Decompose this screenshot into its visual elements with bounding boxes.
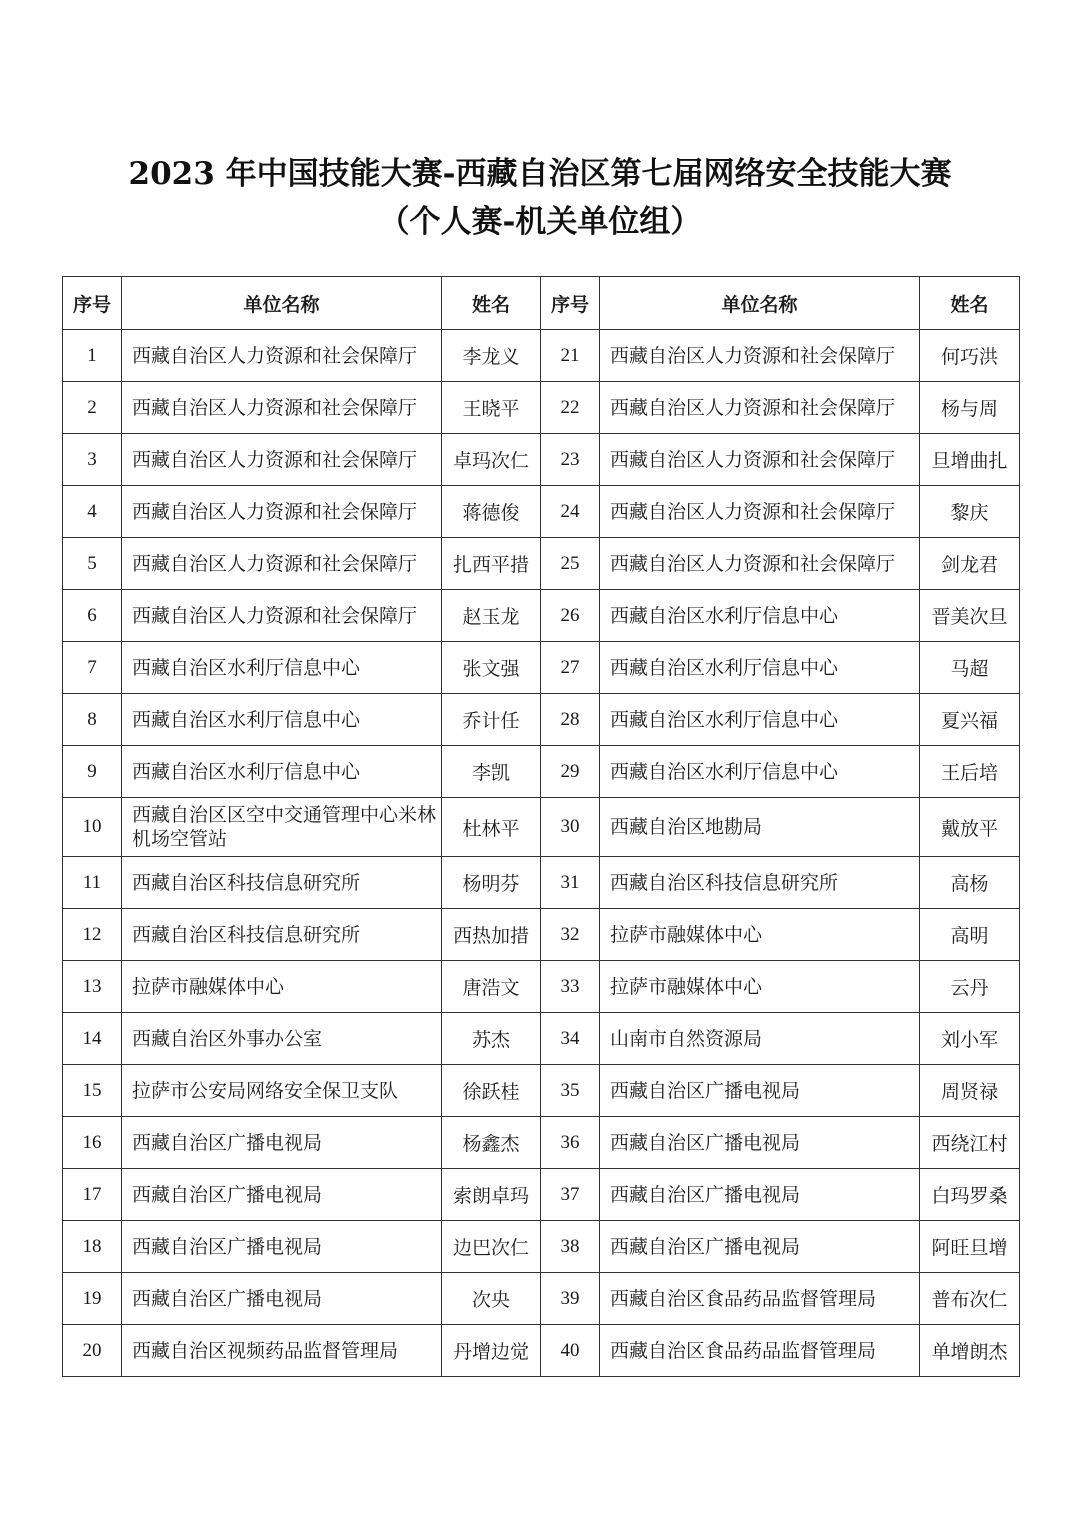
cell-unit-left: 西藏自治区科技信息研究所 [122,909,442,961]
cell-unit-right: 西藏自治区科技信息研究所 [600,857,920,909]
cell-unit-right: 拉萨市融媒体中心 [600,961,920,1013]
cell-seq-right: 29 [541,746,600,798]
cell-name-right: 杨与周 [920,382,1020,434]
cell-seq-left: 10 [63,798,122,857]
header-unit-left: 单位名称 [122,277,442,330]
table-body [63,330,1020,1377]
cell-unit-left: 西藏自治区广播电视局 [122,1117,442,1169]
cell-name-left: 张文强 [442,642,541,694]
cell-unit-left: 西藏自治区人力资源和社会保障厅 [122,486,442,538]
cell-seq-left: 7 [63,642,122,694]
cell-name-right: 戴放平 [920,798,1020,857]
cell-seq-left: 2 [63,382,122,434]
cell-unit-right: 西藏自治区水利厅信息中心 [600,642,920,694]
cell-seq-right: 32 [541,909,600,961]
table-row [63,538,1020,590]
cell-seq-right: 38 [541,1221,600,1273]
cell-unit-left: 拉萨市融媒体中心 [122,961,442,1013]
cell-unit-left: 西藏自治区视频药品监督管理局 [122,1325,442,1377]
table-row [63,1325,1020,1377]
cell-unit-right: 西藏自治区广播电视局 [600,1169,920,1221]
cell-name-left: 丹增边觉 [442,1325,541,1377]
cell-seq-left: 9 [63,746,122,798]
table-row [63,1169,1020,1221]
header-name-right: 姓名 [920,277,1020,330]
cell-name-left: 李龙义 [442,330,541,382]
cell-seq-right: 39 [541,1273,600,1325]
cell-name-left: 唐浩文 [442,961,541,1013]
cell-seq-left: 3 [63,434,122,486]
table-row [63,746,1020,798]
cell-seq-right: 28 [541,694,600,746]
table-row [63,1117,1020,1169]
cell-seq-left: 11 [63,857,122,909]
cell-unit-left: 西藏自治区人力资源和社会保障厅 [122,382,442,434]
table-row [63,1013,1020,1065]
cell-name-right: 西绕江村 [920,1117,1020,1169]
cell-name-right: 高明 [920,909,1020,961]
cell-unit-left: 西藏自治区广播电视局 [122,1273,442,1325]
title-line-1: 2023 年中国技能大赛-西藏自治区第七届网络安全技能大赛 [128,156,952,192]
table-header-row [63,277,1020,330]
cell-unit-right: 西藏自治区食品药品监督管理局 [600,1273,920,1325]
cell-seq-right: 30 [541,798,600,857]
cell-seq-right: 25 [541,538,600,590]
cell-seq-left: 5 [63,538,122,590]
cell-name-right: 马超 [920,642,1020,694]
cell-name-left: 扎西平措 [442,538,541,590]
cell-unit-left: 西藏自治区人力资源和社会保障厅 [122,330,442,382]
cell-unit-left: 西藏自治区水利厅信息中心 [122,746,442,798]
cell-unit-left: 拉萨市公安局网络安全保卫支队 [122,1065,442,1117]
header-unit-right: 单位名称 [600,277,920,330]
cell-name-right: 白玛罗桑 [920,1169,1020,1221]
cell-seq-right: 36 [541,1117,600,1169]
cell-seq-right: 33 [541,961,600,1013]
cell-name-right: 周贤禄 [920,1065,1020,1117]
cell-unit-right: 西藏自治区水利厅信息中心 [600,590,920,642]
title-line-2: （个人赛-机关单位组） [378,204,702,240]
cell-seq-right: 23 [541,434,600,486]
cell-seq-left: 16 [63,1117,122,1169]
document-title [0,150,1080,246]
header-seq-left: 序号 [63,277,122,330]
cell-unit-right: 西藏自治区人力资源和社会保障厅 [600,434,920,486]
cell-unit-right: 西藏自治区地勘局 [600,798,920,857]
table-row [63,1065,1020,1117]
cell-seq-left: 6 [63,590,122,642]
cell-name-right: 刘小军 [920,1013,1020,1065]
cell-unit-right: 西藏自治区人力资源和社会保障厅 [600,330,920,382]
table-row [63,909,1020,961]
cell-unit-right: 西藏自治区水利厅信息中心 [600,746,920,798]
cell-unit-left: 西藏自治区外事办公室 [122,1013,442,1065]
cell-name-left: 杨明芬 [442,857,541,909]
cell-seq-left: 12 [63,909,122,961]
cell-name-left: 边巴次仁 [442,1221,541,1273]
cell-seq-right: 35 [541,1065,600,1117]
cell-name-right: 黎庆 [920,486,1020,538]
cell-unit-left: 西藏自治区水利厅信息中心 [122,642,442,694]
cell-seq-right: 31 [541,857,600,909]
table-row [63,798,1020,857]
cell-unit-left: 西藏自治区科技信息研究所 [122,857,442,909]
participant-table [62,276,1020,1377]
cell-unit-left: 西藏自治区广播电视局 [122,1221,442,1273]
cell-seq-right: 21 [541,330,600,382]
header-name-left: 姓名 [442,277,541,330]
cell-name-right: 普布次仁 [920,1273,1020,1325]
cell-unit-left: 西藏自治区人力资源和社会保障厅 [122,538,442,590]
cell-name-left: 卓玛次仁 [442,434,541,486]
cell-name-right: 云丹 [920,961,1020,1013]
cell-name-left: 李凯 [442,746,541,798]
cell-unit-left: 西藏自治区人力资源和社会保障厅 [122,590,442,642]
cell-seq-right: 34 [541,1013,600,1065]
cell-name-right: 晋美次旦 [920,590,1020,642]
table-row [63,1221,1020,1273]
table-row [63,694,1020,746]
cell-seq-left: 8 [63,694,122,746]
cell-seq-left: 1 [63,330,122,382]
table-row [63,330,1020,382]
cell-seq-right: 37 [541,1169,600,1221]
table-row [63,590,1020,642]
cell-unit-right: 山南市自然资源局 [600,1013,920,1065]
cell-seq-left: 19 [63,1273,122,1325]
cell-name-left: 杜林平 [442,798,541,857]
cell-name-left: 蒋德俊 [442,486,541,538]
cell-name-right: 王后培 [920,746,1020,798]
header-seq-right: 序号 [541,277,600,330]
cell-seq-left: 13 [63,961,122,1013]
cell-seq-left: 20 [63,1325,122,1377]
cell-unit-right: 西藏自治区人力资源和社会保障厅 [600,538,920,590]
cell-seq-left: 4 [63,486,122,538]
cell-name-left: 赵玉龙 [442,590,541,642]
cell-name-left: 苏杰 [442,1013,541,1065]
cell-unit-right: 拉萨市融媒体中心 [600,909,920,961]
cell-seq-left: 18 [63,1221,122,1273]
cell-unit-left: 西藏自治区广播电视局 [122,1169,442,1221]
table-row [63,961,1020,1013]
cell-unit-right: 西藏自治区人力资源和社会保障厅 [600,486,920,538]
cell-unit-right: 西藏自治区广播电视局 [600,1065,920,1117]
cell-unit-right: 西藏自治区水利厅信息中心 [600,694,920,746]
table-row [63,434,1020,486]
cell-seq-right: 27 [541,642,600,694]
cell-name-left: 西热加措 [442,909,541,961]
table-row [63,642,1020,694]
cell-name-left: 索朗卓玛 [442,1169,541,1221]
cell-name-right: 夏兴福 [920,694,1020,746]
cell-seq-left: 15 [63,1065,122,1117]
cell-name-right: 高杨 [920,857,1020,909]
cell-seq-right: 22 [541,382,600,434]
cell-seq-right: 26 [541,590,600,642]
cell-unit-left: 西藏自治区水利厅信息中心 [122,694,442,746]
cell-name-right: 剑龙君 [920,538,1020,590]
cell-name-right: 阿旺旦增 [920,1221,1020,1273]
cell-name-right: 何巧洪 [920,330,1020,382]
cell-seq-right: 24 [541,486,600,538]
cell-name-left: 杨鑫杰 [442,1117,541,1169]
cell-unit-right: 西藏自治区人力资源和社会保障厅 [600,382,920,434]
cell-unit-right: 西藏自治区广播电视局 [600,1221,920,1273]
cell-name-left: 乔计任 [442,694,541,746]
cell-unit-left: 西藏自治区区空中交通管理中心米林机场空管站 [122,798,442,857]
cell-unit-right: 西藏自治区食品药品监督管理局 [600,1325,920,1377]
cell-seq-right: 40 [541,1325,600,1377]
cell-unit-right: 西藏自治区广播电视局 [600,1117,920,1169]
table-row [63,486,1020,538]
cell-unit-left: 西藏自治区人力资源和社会保障厅 [122,434,442,486]
cell-name-left: 徐跃桂 [442,1065,541,1117]
cell-seq-left: 17 [63,1169,122,1221]
cell-name-right: 旦增曲扎 [920,434,1020,486]
cell-name-right: 单增朗杰 [920,1325,1020,1377]
cell-name-left: 次央 [442,1273,541,1325]
table-row [63,857,1020,909]
table-row [63,382,1020,434]
cell-seq-left: 14 [63,1013,122,1065]
cell-name-left: 王晓平 [442,382,541,434]
table-row [63,1273,1020,1325]
